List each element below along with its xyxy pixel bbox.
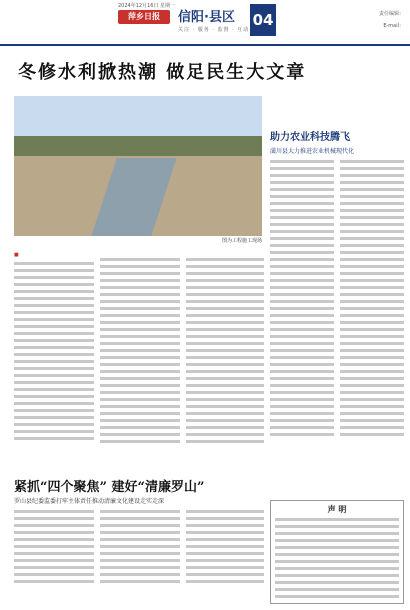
body-column-1 [14,262,94,444]
text-line [340,258,404,261]
body-column-2 [100,258,180,447]
text-line [100,370,180,373]
text-line [186,517,264,520]
text-line [14,423,94,426]
text-line [14,262,94,265]
photo-caption: 图为工程施工现场 [221,238,262,244]
text-line [100,265,180,268]
text-line [270,293,334,296]
text-line [14,437,94,440]
text-line [340,405,404,408]
text-line [270,265,334,268]
text-line [270,300,334,303]
text-line [270,279,334,282]
text-line [186,314,264,317]
text-line [14,416,94,419]
text-line [270,363,334,366]
text-line [340,286,404,289]
text-line [275,567,399,570]
text-line [186,307,264,310]
text-line [275,539,399,542]
text-line [100,524,180,527]
text-line [186,545,264,548]
text-line [340,307,404,310]
text-line [100,426,180,429]
text-line [100,335,180,338]
text-line [340,335,404,338]
text-line [270,328,334,331]
text-line [340,314,404,317]
notice-box [270,500,404,604]
text-line [270,237,334,240]
text-line [270,370,334,373]
text-line [186,440,264,443]
section-tags: 关注 · 服务 · 监督 · 互动 [178,27,250,33]
text-line [340,328,404,331]
text-line [275,518,399,521]
text-line [340,384,404,387]
text-line [100,293,180,296]
text-line [270,419,334,422]
text-line [14,325,94,328]
notice-body [275,518,399,598]
editor-line: 责任编辑： [378,11,404,17]
text-line [340,363,404,366]
text-line [340,321,404,324]
text-line [270,223,334,226]
second-column-3 [186,510,264,587]
text-line [14,276,94,279]
text-line [340,223,404,226]
text-line [270,195,334,198]
text-line [100,398,180,401]
text-line [340,356,404,359]
text-line [270,181,334,184]
text-line [186,573,264,576]
second-column-1 [14,510,94,587]
side-column-2 [340,160,404,440]
text-line [14,545,94,548]
text-line [340,167,404,170]
text-line [100,307,180,310]
text-line [340,195,404,198]
text-line [100,510,180,513]
text-line [186,524,264,527]
text-line [186,419,264,422]
text-line [186,363,264,366]
text-line [270,160,334,163]
text-line [186,531,264,534]
newspaper-logo: 萍乡日报 [118,10,170,24]
text-line [186,398,264,401]
text-line [340,398,404,401]
text-line [14,367,94,370]
text-line [100,545,180,548]
text-line [186,279,264,282]
text-line [14,353,94,356]
text-line [340,244,404,247]
text-line [275,588,399,591]
text-line [100,405,180,408]
text-line [186,265,264,268]
text-line [275,532,399,535]
text-line [100,538,180,541]
text-line [340,181,404,184]
text-line [100,559,180,562]
text-line [340,272,404,275]
text-line [270,335,334,338]
text-line [100,363,180,366]
text-line [340,265,404,268]
text-line [14,402,94,405]
text-line [14,269,94,272]
text-line [100,279,180,282]
text-line [100,258,180,261]
text-line [186,258,264,261]
text-line [340,426,404,429]
text-line [14,283,94,286]
text-line [14,510,94,513]
text-line [186,405,264,408]
text-line [340,349,404,352]
email-line: E-mail： [383,23,404,29]
text-line [340,209,404,212]
text-line [14,559,94,562]
reporter-credit: ■ [14,252,19,258]
text-line [270,384,334,387]
text-line [14,318,94,321]
text-line [186,552,264,555]
text-line [186,391,264,394]
text-line [270,216,334,219]
side-column-1 [270,160,334,440]
text-line [186,321,264,324]
text-line [340,391,404,394]
text-line [340,174,404,177]
text-line [340,160,404,163]
notice-title: 声 明 [327,505,347,514]
text-line [100,433,180,436]
text-line [270,412,334,415]
side-deck: 潢川县大力推进农业机械现代化 [270,148,355,155]
text-line [270,342,334,345]
text-line [100,566,180,569]
text-line [270,174,334,177]
text-line [270,272,334,275]
text-line [14,346,94,349]
text-line [270,188,334,191]
text-line [100,391,180,394]
text-line [186,349,264,352]
text-line [14,374,94,377]
text-line [270,244,334,247]
text-line [275,546,399,549]
text-line [186,342,264,345]
text-line [186,433,264,436]
text-line [100,580,180,583]
text-line [14,304,94,307]
text-line [275,574,399,577]
text-line [340,433,404,436]
text-line [100,314,180,317]
text-line [14,395,94,398]
text-line [14,381,94,384]
text-line [186,335,264,338]
text-line [340,251,404,254]
text-line [270,398,334,401]
text-line [100,300,180,303]
text-line [270,251,334,254]
second-column-2 [100,510,180,587]
text-line [340,412,404,415]
text-line [270,258,334,261]
text-line [270,405,334,408]
text-line [100,342,180,345]
text-line [14,297,94,300]
text-line [186,370,264,373]
text-line [270,167,334,170]
text-line [186,426,264,429]
text-line [14,360,94,363]
text-line [100,349,180,352]
text-line [100,328,180,331]
text-line [270,286,334,289]
text-line [14,524,94,527]
text-line [340,342,404,345]
text-line [100,321,180,324]
text-line [340,202,404,205]
second-headline: 紧抓“四个聚焦” 建好“清廉罗山” [14,480,205,495]
text-line [340,419,404,422]
text-line [14,339,94,342]
text-line [275,560,399,563]
text-line [14,332,94,335]
text-line [186,293,264,296]
text-line [186,412,264,415]
text-line [14,552,94,555]
text-line [186,286,264,289]
text-line [270,356,334,359]
text-line [340,188,404,191]
text-line [270,209,334,212]
text-line [275,581,399,584]
text-line [100,286,180,289]
text-line [186,384,264,387]
text-line [14,430,94,433]
text-line [186,580,264,583]
text-line [14,290,94,293]
text-line [100,384,180,387]
text-line [186,510,264,513]
text-line [186,377,264,380]
text-line [100,517,180,520]
text-line [270,377,334,380]
text-line [340,216,404,219]
text-line [100,419,180,422]
text-line [340,370,404,373]
text-line [100,377,180,380]
text-line [100,531,180,534]
lead-photo [14,96,262,236]
text-line [186,356,264,359]
masthead-info [379,8,404,32]
text-line [14,531,94,534]
body-column-3 [186,258,264,447]
text-line [270,321,334,324]
text-line [100,552,180,555]
text-line [270,314,334,317]
text-line [275,595,399,598]
text-line [270,391,334,394]
text-line [14,580,94,583]
text-line [14,566,94,569]
text-line [270,230,334,233]
masthead [0,0,410,46]
side-headline: 助力农业科技腾飞 [270,132,350,143]
text-line [275,553,399,556]
text-line [270,202,334,205]
text-line [186,300,264,303]
text-line [100,573,180,576]
text-line [270,426,334,429]
text-line [270,307,334,310]
second-deck: 罗山县纪委监委打牢主体责任推动清廉文化建设走实走深 [14,498,165,505]
text-line [186,272,264,275]
text-line [340,279,404,282]
text-line [340,230,404,233]
text-line [340,237,404,240]
text-line [186,559,264,562]
text-line [186,328,264,331]
main-headline: 冬修水利掀热潮 做足民生大文章 [18,62,307,83]
issue-date: 2024年12月16日 星期一 [118,3,176,9]
text-line [14,573,94,576]
text-line [186,538,264,541]
text-line [14,388,94,391]
text-line [270,349,334,352]
text-line [340,300,404,303]
text-line [270,433,334,436]
text-line [14,517,94,520]
text-line [340,293,404,296]
text-line [14,311,94,314]
text-line [186,566,264,569]
text-line [340,377,404,380]
text-line [14,538,94,541]
section-title: 信阳·县区 [178,10,235,25]
text-line [100,412,180,415]
text-line [100,272,180,275]
text-line [100,440,180,443]
text-line [275,525,399,528]
text-line [100,356,180,359]
text-line [14,409,94,412]
page-number: 04 [250,4,276,36]
